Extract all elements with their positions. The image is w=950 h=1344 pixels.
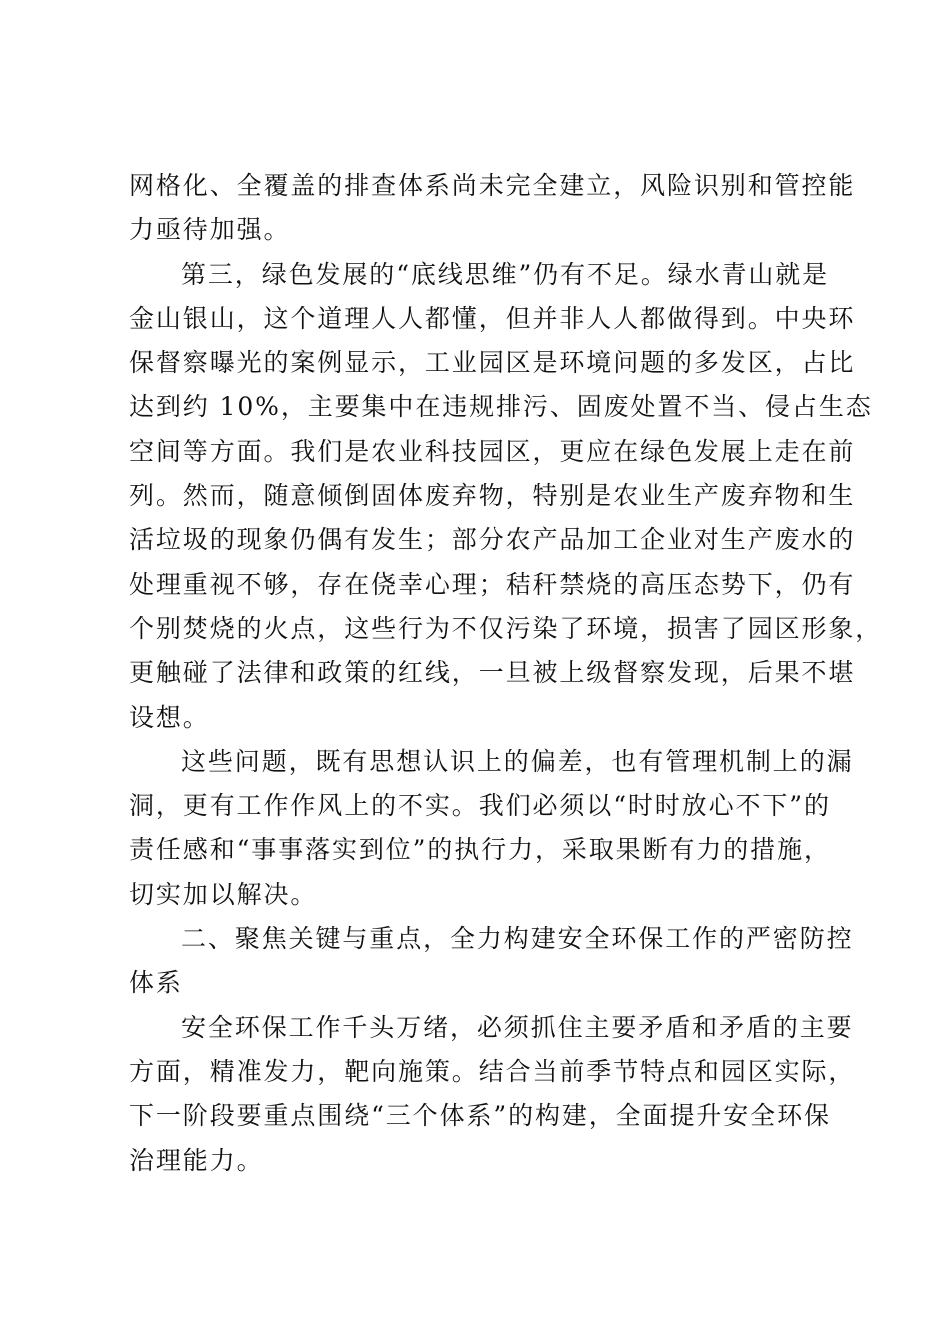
paragraph-risk-identification [129,164,856,253]
text-line: 力亟待加强。 [129,215,291,245]
text-line: 空间等方面。我们是农业科技园区，更应在绿色发展上走在前 [129,436,856,466]
text-line: 责任感和“事事落实到位”的执行力，采取果断有力的措施， [129,835,831,865]
text-line: 安全环保工作千头万绪，必须抓住主要矛盾和矛盾的主要 [181,1012,854,1042]
text-line: 第三，绿色发展的“底线思维”仍有不足。绿水青山就是 [181,259,830,289]
text-line: 治理能力。 [129,1145,264,1175]
text-line: 设想。 [129,702,210,732]
text-line: 二、聚焦关键与重点，全力构建安全环保工作的严密防控 [181,924,854,954]
text-line: 更触碰了法律和政策的红线，一旦被上级督察发现，后果不堪 [129,658,856,688]
text-line: 达到约 10%，主要集中在违规排污、固废处置不当、侵占生态 [129,392,873,422]
text-line: 洞，更有工作作风上的不实。我们必须以“时时放心不下”的 [129,791,831,821]
text-line: 体系 [129,968,183,998]
text-line: 下一阶段要重点围绕“三个体系”的构建，全面提升安全环保 [129,1101,831,1131]
text-line: 列。然而，随意倾倒固体废弃物，特别是农业生产废弃物和生 [129,481,856,511]
text-line: 活垃圾的现象仍偶有发生；部分农产品加工企业对生产废水的 [129,525,856,555]
document-body [129,164,883,1183]
text-line: 网格化、全覆盖的排查体系尚未完全建立，风险识别和管控能 [129,171,856,200]
text-line: 方面，精准发力，靶向施策。结合当前季节特点和园区实际， [129,1056,856,1086]
section-heading-two [129,917,854,1006]
text-line: 保督察曝光的案例显示，工业园区是环境问题的多发区，占比 [129,348,856,378]
text-line: 切实加以解决。 [129,879,318,909]
text-line: 这些问题，既有思想认识上的偏差，也有管理机制上的漏 [181,746,854,776]
text-line: 金山银山，这个道理人人都懂，但并非人人都做得到。中央环 [129,303,856,333]
paragraph-problem-summary [129,740,854,917]
text-line: 个别焚烧的火点，这些行为不仅污染了环境，损害了园区形象， [129,613,883,643]
paragraph-three-systems [129,1006,856,1183]
paragraph-green-development [129,253,883,740]
text-line: 处理重视不够，存在侥幸心理；秸秆禁烧的高压态势下，仍有 [129,569,856,599]
